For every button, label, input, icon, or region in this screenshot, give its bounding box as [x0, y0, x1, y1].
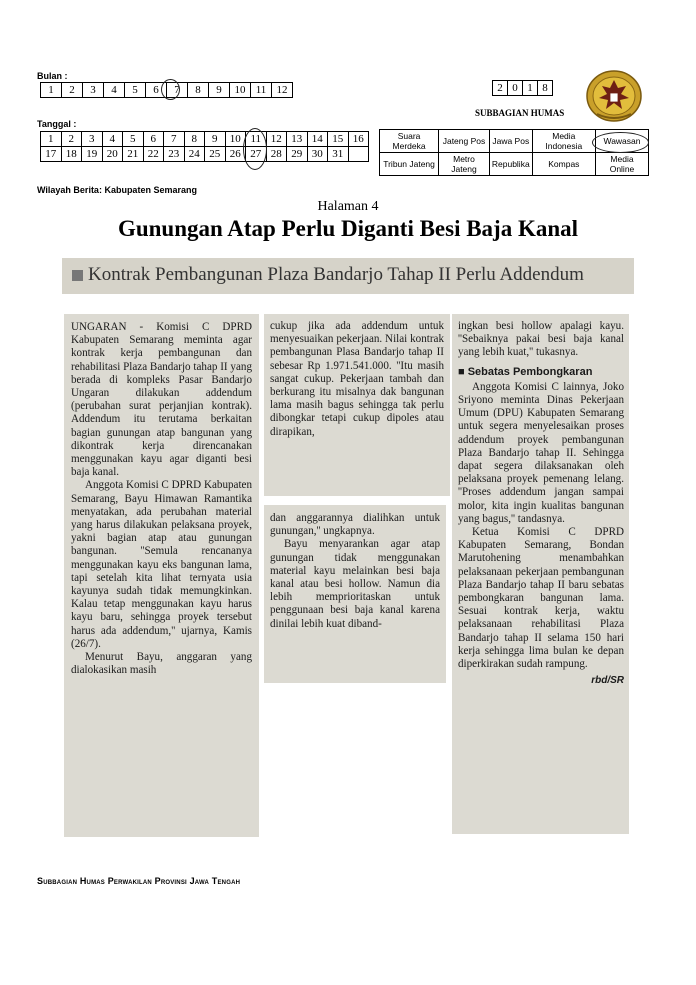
- month-cell: 11: [251, 83, 272, 98]
- date-cell: 10: [225, 132, 246, 147]
- date-cell: 14: [307, 132, 328, 147]
- date-cell: 11: [246, 132, 267, 147]
- month-cell: 1: [41, 83, 62, 98]
- date-cell: 30: [307, 147, 328, 162]
- date-cell: 1: [41, 132, 62, 147]
- month-cell: 10: [230, 83, 251, 98]
- date-cell: 26: [225, 147, 246, 162]
- page-number: Halaman 4: [317, 199, 379, 214]
- selected-date-circle: [243, 128, 267, 170]
- clipping-column-2-bottom: [264, 505, 446, 683]
- month-cell: 3: [83, 83, 104, 98]
- date-cell: 5: [123, 132, 144, 147]
- clipping-column-2-top: [264, 314, 450, 496]
- clipping-column-3: [452, 314, 629, 834]
- selected-month-circle: [161, 79, 180, 100]
- month-cell: 4: [104, 83, 125, 98]
- selected-media-circle: [592, 132, 649, 153]
- month-cell: 6: [146, 83, 167, 98]
- subbagian-label: SUBBAGIAN HUMAS: [475, 108, 565, 118]
- year-digit-cell: 8: [538, 81, 553, 96]
- month-cell: 12: [272, 83, 293, 98]
- paragraph: Bayu menyarankan agar atap gunungan tidak menggunakan material kayu melainkan besi baja kanal atau besi hollow. Namun dia lebih memprioritaskan untuk penggunaan besi baja kanal karena dinilai lebih kuat diband-: [270, 538, 440, 630]
- footer-label: Subbagian Humas Perwakilan Provinsi Jawa Tengah: [37, 876, 241, 886]
- media-source-cell: Republika: [489, 153, 532, 176]
- media-source-cell: Wawasan: [595, 130, 648, 153]
- paragraph: UNGARAN - Komisi C DPRD Kabupaten Semarang meminta agar kontrak kerja pembangunan dan rehabilitasi Plaza Bandarjo tahap II yang berada di kompleks Pasar Bandarjo Ungaran dilakukan addendum (perubahan surat perjanjian kontrak). Addendum itu terutama berkaitan bagian gunungan atap bangunan yang dikontrak kerja direncanakan menggunakan kayu agar diganti besi baja kanal.: [71, 321, 252, 479]
- date-cell: 15: [328, 132, 349, 147]
- date-cell: 4: [102, 132, 123, 147]
- date-cell: 2: [61, 132, 82, 147]
- garuda-emblem-icon: [585, 68, 643, 124]
- paragraph: Anggota Komisi C lainnya, Joko Sriyono meminta Dinas Pekerjaan Umum (DPU) Kabupaten Semarang untuk segera menyelesaikan proses addendum proyek pembangunan Plaza Bandarjo tahap II. Sehingga dapat segera dilaksanakan oleh pelaksana proyek pemenang lelang. ''Proses addendum jangan sampai molor, kita ingin kualitas bangunan yang bagus,'' tandasnya.: [458, 380, 624, 525]
- paragraph: Menurut Bayu, anggaran yang dialokasikan masih: [71, 651, 252, 677]
- date-cell: 6: [143, 132, 164, 147]
- paragraph: cukup jika ada addendum untuk menyesuaikan pekerjaan. Nilai kontrak pembangunan Plasa Bandarjo tahap II sebesar Rp 1.971.541.000. ''Itu masih sangat cukup. Pekerjaan tambah dan berkurang itu misalnya dak bangunan lama masih bagus sehingga tak perlu dibongkar tetapi cukup dipoles atau dirapikan,: [270, 320, 444, 438]
- date-cell: 9: [205, 132, 226, 147]
- media-source-cell: Kompas: [532, 153, 595, 176]
- date-cell: 19: [82, 147, 103, 162]
- date-cell: [348, 147, 369, 162]
- month-cell: 8: [188, 83, 209, 98]
- date-cell: 12: [266, 132, 287, 147]
- paragraph: ingkan besi hollow apalagi kayu. ''Sebaiknya pakai besi baja kanal yang lebih kuat,'' tukasnya.: [458, 320, 624, 359]
- date-cell: 24: [184, 147, 205, 162]
- date-cell: 21: [123, 147, 144, 162]
- tanggal-label: Tanggal :: [37, 119, 77, 129]
- paragraph: dan anggarannya dialihkan untuk gunungan,'' ungkapnya.: [270, 512, 440, 538]
- media-source-cell: Media Online: [595, 153, 648, 176]
- date-cell: 28: [266, 147, 287, 162]
- article-title: Gunungan Atap Perlu Diganti Besi Baja Kanal: [117, 216, 579, 241]
- clipping-headline-band: [62, 258, 634, 294]
- date-cell: 27: [246, 147, 267, 162]
- media-source-cell: Media Indonesia: [532, 130, 595, 153]
- year-digit-cell: 0: [508, 81, 523, 96]
- date-grid: [40, 131, 369, 162]
- paragraph: Anggota Komisi C DPRD Kabupaten Semarang, Bayu Himawan Ramantika menyatakan, ada perubahan material yang harus dilakukan pelaksana proyek, yakni bagian atap atau gunungan bangunan. ''Semula rencananya menggunakan kayu eks bangunan lama, tapi setelah kita lihat ternyata usia kayunya sudah tidak memungkinkan. Kalau tetap menggunakan kayu harus kayu baru, sehingga proyek tersebut harus ada addendum,'' ujarnya, Kamis (26/7).: [71, 479, 253, 650]
- year-digit-cell: 2: [493, 81, 508, 96]
- media-source-cell: Jawa Pos: [489, 130, 532, 153]
- clipping-headline: Kontrak Pembangunan Plaza Bandarjo Tahap II Perlu Addendum: [88, 264, 584, 285]
- date-cell: 18: [61, 147, 82, 162]
- month-cell: 9: [209, 83, 230, 98]
- date-cell: 8: [184, 132, 205, 147]
- headline-square-icon: [72, 270, 83, 281]
- bulan-label: Bulan :: [37, 71, 68, 81]
- date-cell: 7: [164, 132, 185, 147]
- date-cell: 17: [41, 147, 62, 162]
- wilayah-berita: Wilayah Berita: Kabupaten Semarang: [37, 185, 197, 195]
- year-digit-cell: 1: [523, 81, 538, 96]
- month-cell: 7: [167, 83, 188, 98]
- date-cell: 23: [164, 147, 185, 162]
- month-cell: 2: [62, 83, 83, 98]
- date-cell: 16: [348, 132, 369, 147]
- date-cell: 13: [287, 132, 308, 147]
- month-cell: 5: [125, 83, 146, 98]
- media-source-cell: Suara Merdeka: [380, 130, 439, 153]
- paragraph: Ketua Komisi C DPRD Kabupaten Semarang, Bondan Marutohening menambahkan pelaksanaan pekerjaan pembangunan Plaza Bandarjo tahap II baru sebatas pembongkaran bangunan lama. Sesuai kontrak kerja, waktu pelaksanaan rehabilitasi Plaza Bandarjo tahap II selama 150 hari kerja sehingga lima bulan ke depan diperkirakan sudah rampung.: [458, 526, 624, 671]
- date-cell: 20: [102, 147, 123, 162]
- date-cell: 31: [328, 147, 349, 162]
- author-initials: rbd/SR: [591, 675, 624, 687]
- date-cell: 22: [143, 147, 164, 162]
- media-source-cell: Tribun Jateng: [380, 153, 439, 176]
- subheading: ■ Sebatas Pembongkaran: [458, 365, 593, 378]
- year-grid: [492, 80, 553, 96]
- date-cell: 29: [287, 147, 308, 162]
- media-source-cell: Jateng Pos: [439, 130, 490, 153]
- date-cell: 3: [82, 132, 103, 147]
- clipping-column-1: [64, 314, 259, 837]
- media-source-cell: Metro Jateng: [439, 153, 490, 176]
- date-cell: 25: [205, 147, 226, 162]
